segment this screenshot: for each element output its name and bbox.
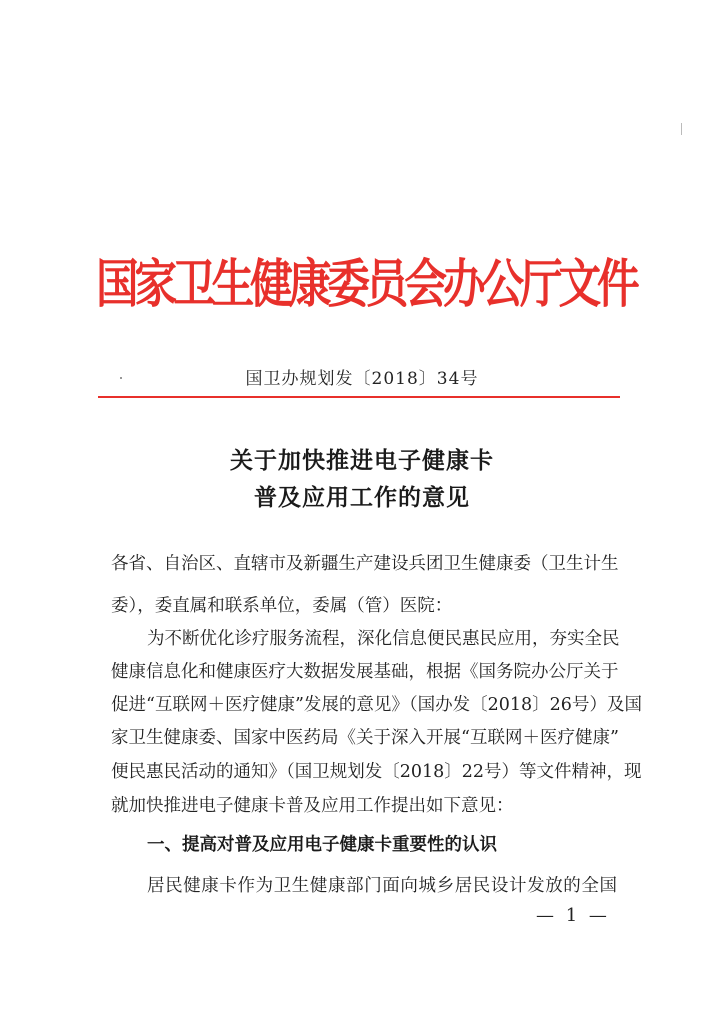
document-number: 国卫办规划发〔2018〕34号 <box>245 369 479 389</box>
scan-edge-mark <box>681 123 682 135</box>
document-title-line-1: 关于加快推进电子健康卡 <box>230 448 494 474</box>
red-divider-line <box>98 396 620 398</box>
addressee-line-2: 委），委直属和联系单位，委属（管）医院： <box>111 596 453 616</box>
addressee-line-1: 各省、自治区、直辖市及新疆生产建设兵团卫生健康委（卫生计生 <box>111 554 619 574</box>
issuer-header: 国家卫生健康委员会办公厅文件 <box>96 255 636 315</box>
section-heading-1: 一、提高对普及应用电子健康卡重要性的认识 <box>147 835 497 855</box>
body-paragraph-line-1: 为不断优化诊疗服务流程，深化信息便民惠民应用，夯实全民 <box>147 629 620 649</box>
body-paragraph-line-2: 健康信息化和健康医疗大数据发展基础，根据《国务院办公厅关于 <box>111 662 619 682</box>
body-paragraph-line-6: 就加快推进电子健康卡普及应用工作提出如下意见： <box>111 796 514 816</box>
body-last-line: 居民健康卡作为卫生健康部门面向城乡居民设计发放的全国 <box>147 876 617 896</box>
document-title-line-2: 普及应用工作的意见 <box>254 485 470 511</box>
body-paragraph-line-5: 便民惠民活动的通知》（国卫规划发〔2018〕22号）等文件精神，现 <box>111 762 642 782</box>
body-paragraph-line-3: 促进“互联网＋医疗健康”发展的意见》（国办发〔2018〕26号）及国 <box>111 695 642 715</box>
body-paragraph-line-4: 家卫生健康委、国家中医药局《关于深入开展“互联网＋医疗健康” <box>111 728 619 748</box>
page-number: — 1 — <box>536 905 610 926</box>
